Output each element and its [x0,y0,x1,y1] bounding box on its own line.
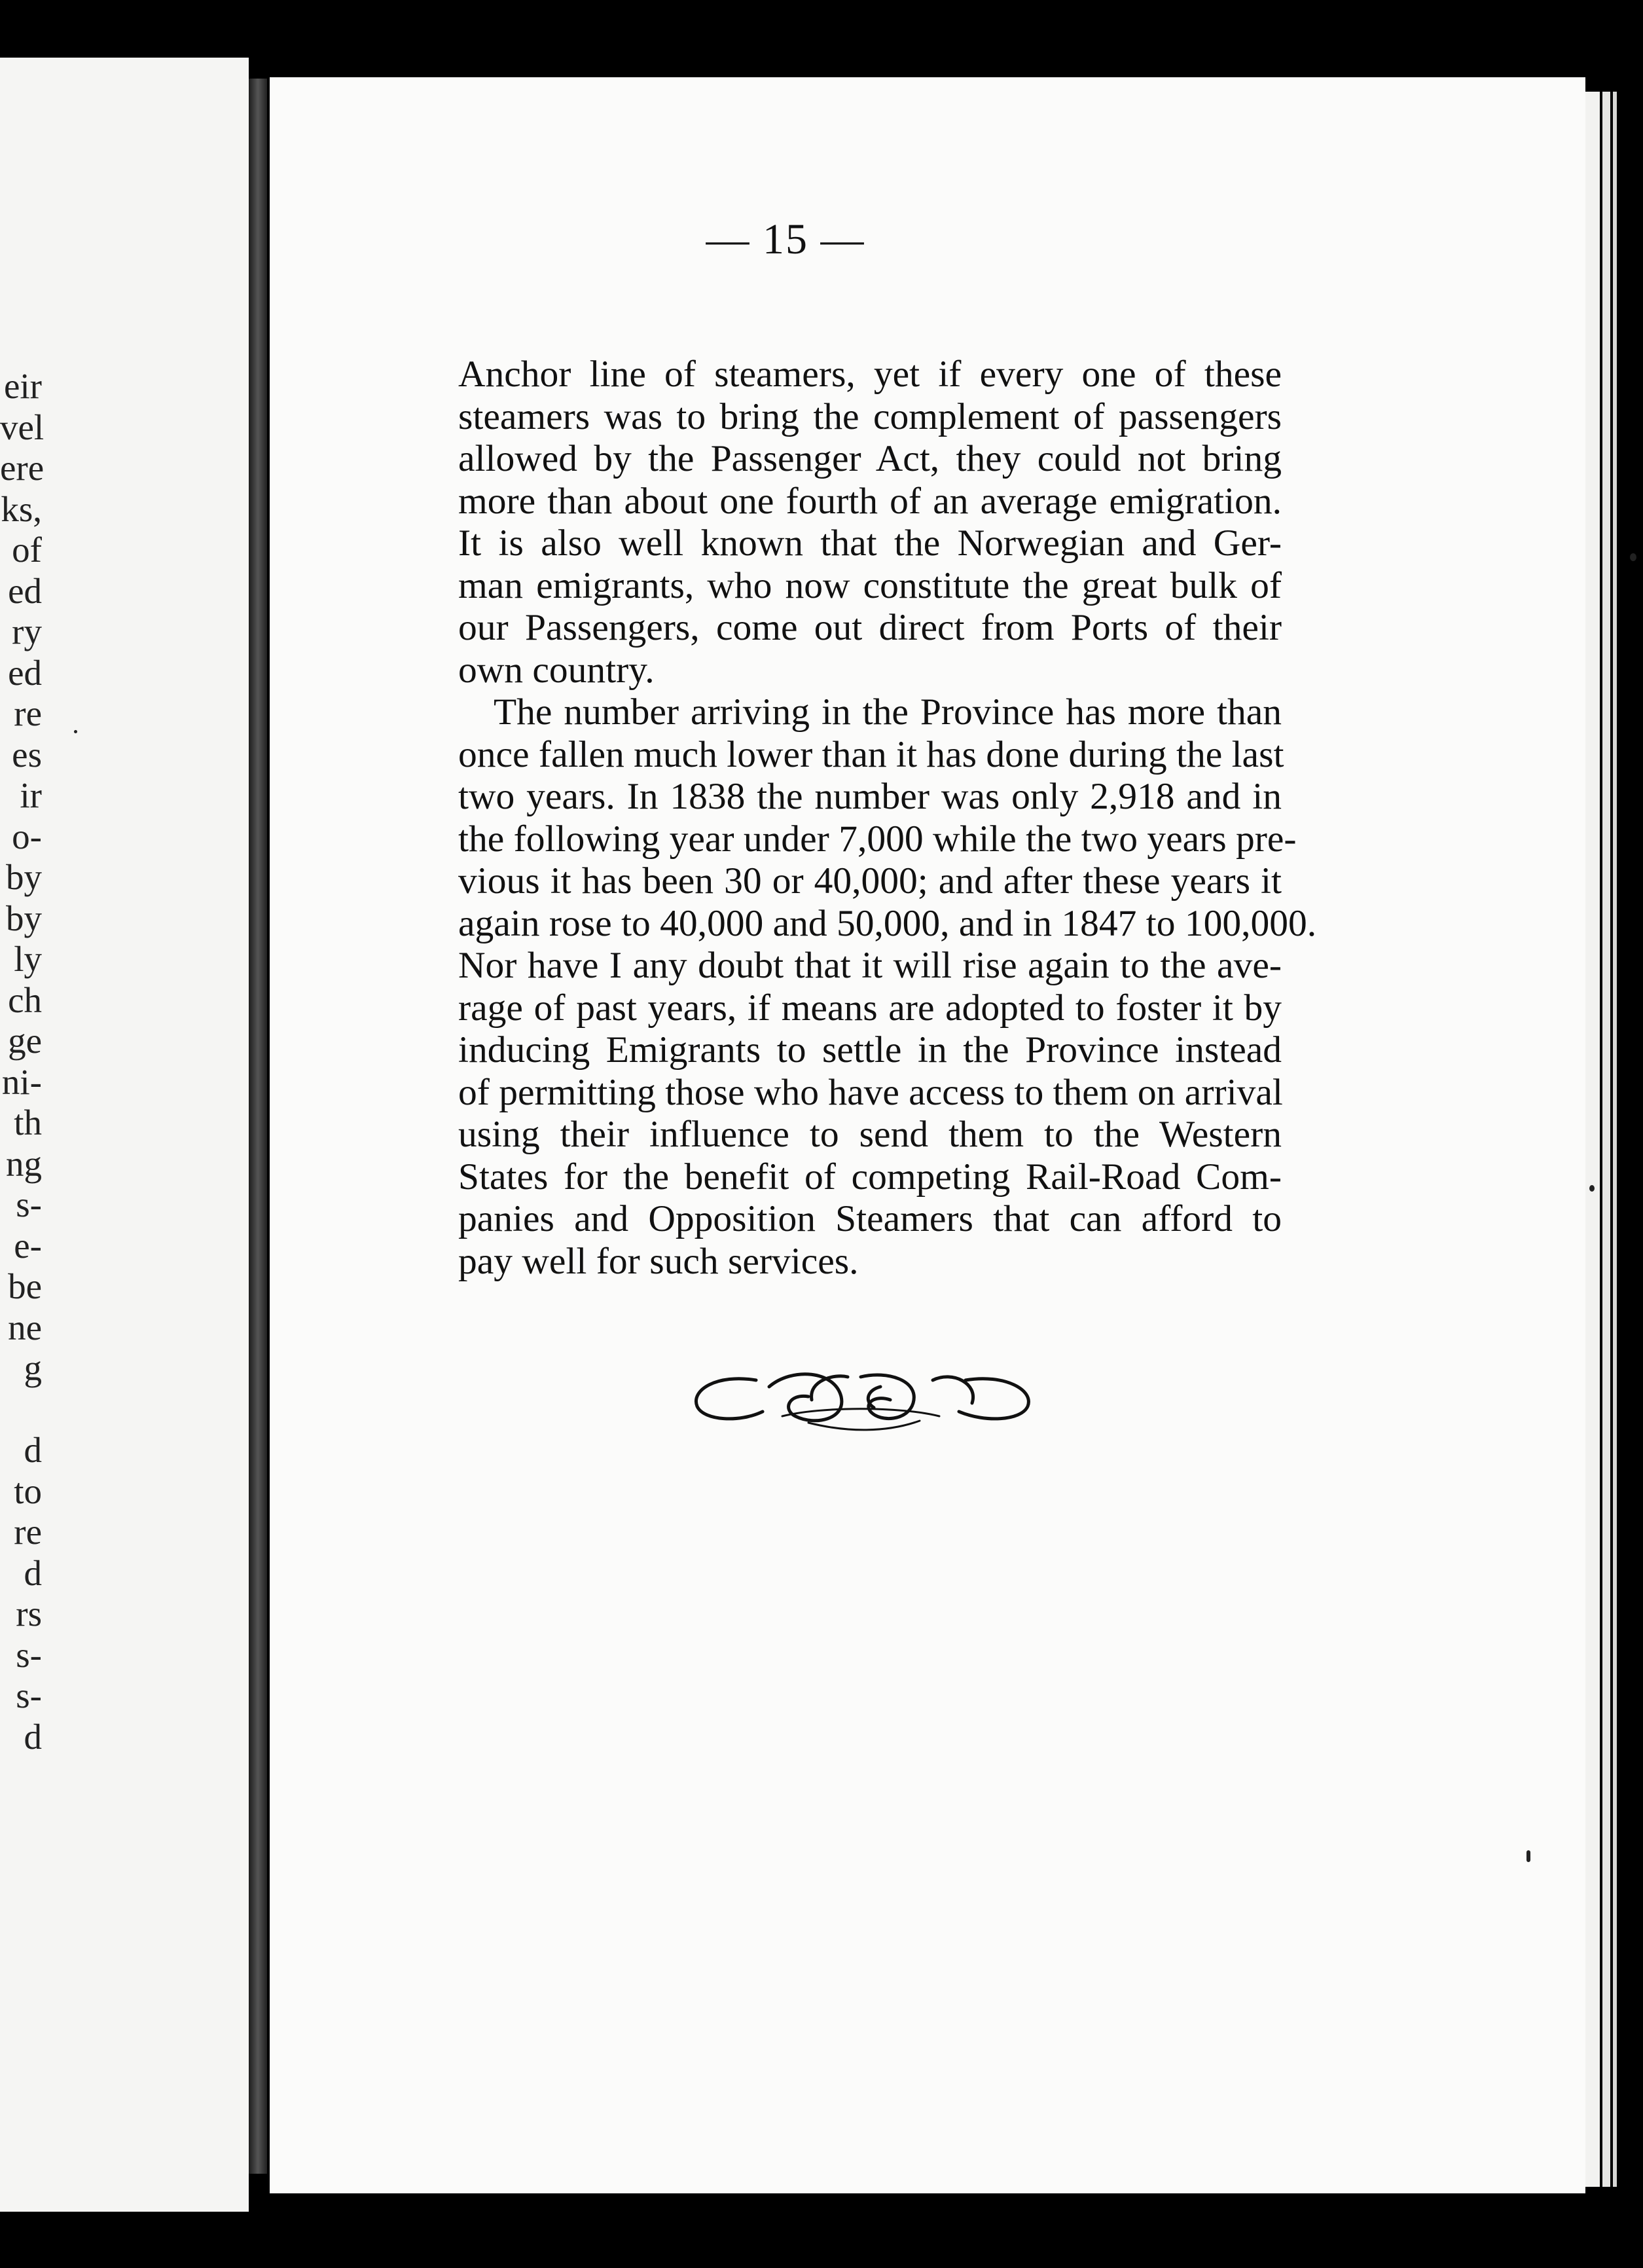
facing-page-fragment-text: ni- [1,1061,42,1102]
facing-page-fragment-text: ng [6,1143,42,1184]
facing-page-fragment-text: th [14,1103,42,1143]
ink-speck [1589,1185,1595,1192]
text-line: Anchor line of steamers, yet if every one of these [458,354,1282,395]
facing-page-fragment-text: ch [8,979,42,1020]
text-line: man emigrants, who now constitute the great bulk of [458,564,1282,606]
facing-page-fragment-text: s- [16,1184,42,1224]
text-line: once fallen much lower than it has done during the last [458,733,1284,775]
ink-speck [74,730,77,733]
facing-page-fragment-text: vel [0,407,45,447]
ornament-flourish-icon [677,1361,1044,1433]
text-line: vious it has been 30 or 40,000; and after these years it [458,860,1282,902]
text-line: allowed by the Passenger Act, they could not bring [458,438,1282,479]
paragraph-1 [458,354,1282,691]
facing-page-fragment-text: ed [8,652,42,693]
text-line: of permitting those who have access to them on arrival [458,1071,1283,1113]
facing-page-fragment-text: re [14,693,42,733]
facing-page-fragment [0,58,249,2212]
facing-page-fragment-text: rs [16,1594,42,1634]
facing-page-fragment-text: by [6,898,42,938]
facing-page-fragment-text: e- [14,1225,42,1266]
facing-page-fragment-text: g [24,1348,42,1388]
text-line: the following year under 7,000 while the two years pre- [458,818,1297,860]
text-line: States for the benefit of competing Rail-Road Com- [458,1156,1282,1198]
text-line: inducing Emigrants to settle in the Province instead [458,1029,1282,1070]
text-line: pay well for such services. [458,1240,859,1282]
text-line: rage of past years, if means are adopted to foster it by [458,987,1282,1029]
page-edge [1613,92,1617,2187]
text-line: panies and Opposition Steamers that can afford to [458,1198,1282,1239]
page-number: — 15 — [706,215,865,263]
text-line: It is also well known that the Norwegian and Ger- [458,522,1282,564]
text-line: using their influence to send them to the Western [458,1114,1282,1155]
text-line: own country. [458,649,655,691]
facing-page-fragment-text: by [6,857,42,897]
book-gutter [249,79,267,2174]
text-line: again rose to 40,000 and 50,000, and in 1847 to 100,000. [458,902,1317,944]
facing-page-fragment-text: ge [8,1021,42,1061]
facing-page-fragment-text: ir [20,775,42,815]
facing-page-fragment-text: ne [8,1307,42,1347]
ink-speck [1630,553,1636,561]
text-line: The number arriving in the Province has more than [494,691,1282,733]
facing-page-fragment-text: ly [14,939,42,979]
facing-page-fragment-text: ks, [1,488,42,529]
facing-page-fragment-text: s- [16,1634,42,1675]
paragraph-2 [458,691,1317,1283]
facing-page-fragment-text: o- [12,816,42,856]
facing-page-fragment-text: to [14,1471,42,1511]
facing-page-fragment-text: es [12,734,42,775]
page-edge [1602,92,1610,2187]
text-line: our Passengers, come out direct from Ports of their [458,607,1282,648]
ink-speck [1526,1850,1530,1862]
page-edge [1585,92,1600,2187]
facing-page-fragment-text: d [24,1430,42,1470]
facing-page-fragment-text: d [24,1552,42,1593]
facing-page-fragment-text: be [8,1266,42,1306]
facing-page-fragment-text: re [14,1512,42,1552]
text-line: steamers was to bring the complement of passengers [458,395,1282,437]
facing-page-fragment-text: eir [3,366,42,406]
facing-page-fragment-text: d [24,1716,42,1757]
text-line: more than about one fourth of an average emigration. [458,480,1282,522]
facing-page-fragment-text: ere [0,448,45,488]
text-line: Nor have I any doubt that it will rise again to the ave- [458,945,1282,986]
facing-page-fragment-text: s- [16,1675,42,1715]
facing-page-fragment-text: ed [8,570,42,611]
facing-page-fragment-text: ry [12,612,42,651]
text-line: two years. In 1838 the number was only 2,918 and in [458,776,1282,817]
facing-page-fragment-text: of [12,530,42,570]
body-text [458,354,1317,1283]
